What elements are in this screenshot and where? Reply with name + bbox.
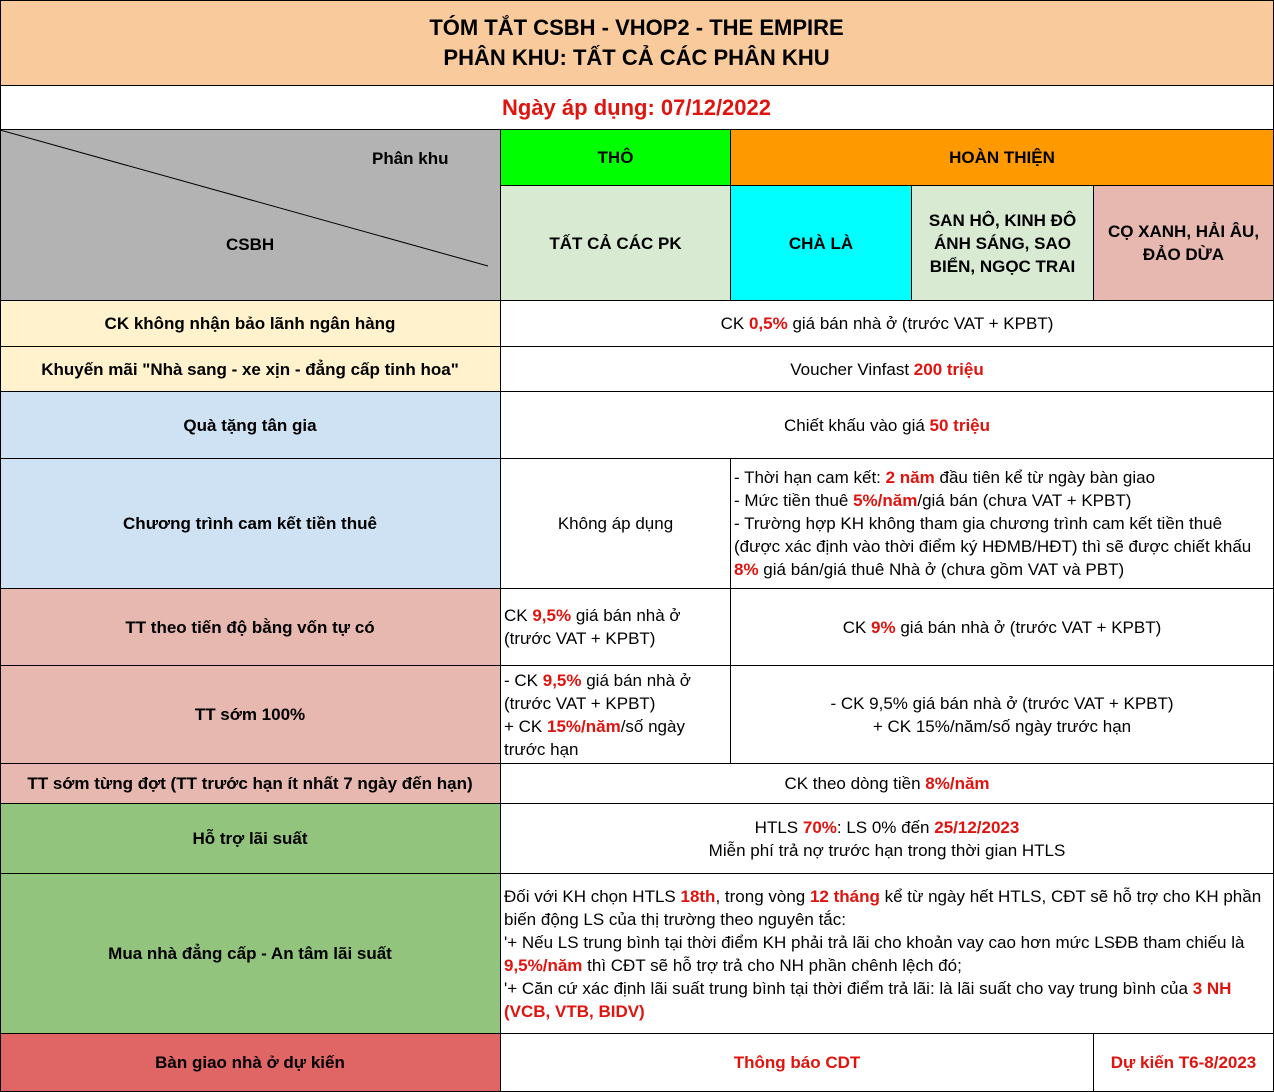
- text-segment: , trong vòng: [715, 886, 810, 906]
- text-segment: kể từ ngày hết HTLS, CĐT sẽ hỗ trợ cho KH phần biến động LS của thị trường theo nguyên tắc:: [504, 886, 1262, 929]
- text-line: [504, 931, 1269, 977]
- date-row: [0, 86, 1274, 130]
- text-segment: - Mức tiền thuê: [734, 491, 854, 510]
- text-segment: CK: [504, 606, 533, 625]
- text-segment: Đối với KH chọn HTLS: [504, 886, 681, 906]
- effective-date: Ngày áp dụng: 07/12/2022: [502, 95, 771, 120]
- row-value-text: [784, 414, 990, 437]
- highlight-value: 50 triệu: [929, 415, 991, 435]
- header-hoan-thien: [731, 130, 1274, 186]
- row-value-rental-tho: [501, 459, 731, 589]
- text-line: [504, 885, 1269, 931]
- row-value-text: [784, 772, 989, 795]
- text-segment: Chiết khấu vào giá: [783, 415, 930, 435]
- row-value-text: [504, 604, 724, 650]
- header-tho: [501, 130, 731, 186]
- highlight-value: 18th: [680, 886, 716, 906]
- title-block: [0, 0, 1274, 86]
- header-tho-label: THÔ: [597, 148, 634, 167]
- text-segment: : LS 0% đến: [836, 817, 935, 837]
- row-value-text: [709, 816, 1066, 862]
- header-hoan-thien-label: HOÀN THIỆN: [949, 148, 1055, 167]
- text-segment: /giá bán (chưa VAT + KPBT): [917, 491, 1132, 510]
- row-label-text: CK không nhận bảo lãnh ngân hàng: [104, 314, 396, 333]
- row-value-text: [504, 885, 1269, 1023]
- corner-cell: [0, 130, 501, 301]
- row-label-interest-support: [0, 804, 501, 874]
- text-segment: Miễn phí trả nợ trước hạn trong thời gian HTLS: [708, 840, 1066, 860]
- row-value-text: [504, 669, 724, 761]
- row-label-handover: [0, 1034, 501, 1092]
- text-segment: /số ngày trước hạn: [504, 716, 685, 759]
- row-value-interest-assurance: [501, 874, 1274, 1034]
- row-value-progress-tho: [501, 589, 731, 666]
- text-segment: đầu tiên kể từ ngày bàn giao: [934, 468, 1156, 487]
- row-value-text: [558, 512, 673, 535]
- highlight-value: 5%/năm: [853, 491, 918, 510]
- text-segment: HTLS: [754, 817, 803, 837]
- row-value-early-installment: [501, 764, 1274, 804]
- text-segment: '+ Nếu LS trung bình tại thời điểm KH phải trả lãi cho khoản vay cao hơn mức LSĐB tham chiếu là: [504, 932, 1245, 952]
- highlight-value: 8%/năm: [925, 774, 990, 793]
- text-segment: giá bán nhà ở (trước VAT + KPBT): [787, 314, 1054, 333]
- text-segment: Không áp dụng: [557, 514, 674, 533]
- row-label-text: Khuyến mãi "Nhà sang - xe xịn - đẳng cấp tinh hoa": [41, 359, 459, 379]
- row-label-rental: [0, 459, 501, 589]
- text-segment: thì CĐT sẽ hỗ trợ trả cho NH phần chênh lệch đó;: [582, 955, 962, 975]
- header-co-xanh-label: CỌ XANH, HẢI ÂU, ĐẢO DỪA: [1107, 222, 1260, 264]
- text-segment: - CK: [504, 670, 543, 690]
- text-line: [504, 715, 724, 761]
- highlight-value: 8%: [734, 560, 759, 579]
- text-segment: Voucher Vinfast: [790, 359, 914, 379]
- row-label-text: Chương trình cam kết tiền thuê: [123, 514, 377, 533]
- page-title: TÓM TẮT CSBH - VHOP2 - THE EMPIRE: [429, 14, 844, 40]
- header-all-pk-label: TẤT CẢ CÁC PK: [549, 233, 682, 253]
- text-segment: CK: [720, 314, 749, 333]
- row-label-early-installment: [0, 764, 501, 804]
- highlight-value: 0,5%: [748, 314, 788, 333]
- header-all-pk: [501, 186, 731, 301]
- text-segment: '+ Căn cứ xác định lãi suất trung bình tại thời điểm trả lãi: là lãi suất cho vay trung bình của: [504, 978, 1193, 998]
- corner-bottom-label: CSBH: [226, 235, 275, 254]
- highlight-value: 25/12/2023: [934, 817, 1020, 837]
- text-segment: giá bán nhà ở (trước VAT + KPBT): [895, 617, 1162, 637]
- text-segment: giá bán nhà ở (trước VAT + KPBT): [504, 606, 681, 648]
- row-value-handover-right: [1094, 1034, 1274, 1092]
- text-line: [504, 669, 724, 715]
- header-san-ho: [912, 186, 1094, 301]
- row-label-text: Quà tặng tân gia: [183, 415, 317, 435]
- row-label-text: Mua nhà đẳng cấp - An tâm lãi suất: [108, 944, 392, 963]
- row-value-text: [843, 616, 1162, 639]
- row-value-promotion: [501, 347, 1274, 392]
- highlight-value: 9%: [871, 617, 896, 637]
- text-line: [504, 977, 1269, 1023]
- row-value-early-full-tho: [501, 666, 731, 764]
- row-value-handover-main: [501, 1034, 1094, 1092]
- row-value-gift: [501, 392, 1274, 459]
- text-segment: giá bán nhà ở (trước VAT + KPBT): [504, 670, 691, 713]
- row-label-bank-guarantee: [0, 301, 501, 347]
- header-co-xanh: [1094, 186, 1274, 301]
- text-line: [734, 466, 1267, 489]
- row-value-early-full-hoan-thien: [731, 666, 1274, 764]
- row-label-progress-payment: [0, 589, 501, 666]
- row-label-text: TT sớm 100%: [194, 705, 306, 724]
- text-line: [709, 816, 1066, 839]
- text-segment: CK: [842, 617, 872, 637]
- row-value-text: [721, 312, 1054, 335]
- handover-expected: Dự kiến T6-8/2023: [1110, 1053, 1257, 1072]
- text-segment: giá bán/giá thuê Nhà ở (chưa gồm VAT và PBT): [758, 560, 1125, 579]
- row-value-progress-hoan-thien: [731, 589, 1274, 666]
- header-san-ho-label: SAN HÔ, KINH ĐÔ ÁNH SÁNG, SAO BIỂN, NGỌC TRAI: [928, 210, 1077, 276]
- highlight-value: 9,5%/năm: [504, 955, 583, 975]
- text-segment: - Thời hạn cam kết:: [734, 468, 886, 487]
- row-label-text: TT theo tiến độ bằng vốn tự có: [125, 617, 375, 637]
- highlight-value: 15%/năm: [547, 716, 621, 736]
- highlight-value: 9,5%: [542, 670, 582, 690]
- highlight-value: 3 NH (VCB, VTB, BIDV): [504, 978, 1232, 1021]
- row-label-text: Hỗ trợ lãi suất: [192, 829, 308, 848]
- row-value-bank-guarantee: [501, 301, 1274, 347]
- text-segment: + CK: [504, 716, 547, 736]
- row-value-text: [830, 692, 1173, 738]
- text-line: [734, 489, 1267, 512]
- row-label-text: Bàn giao nhà ở dự kiến: [155, 1053, 345, 1072]
- row-label-interest-assurance: [0, 874, 501, 1034]
- highlight-value: 70%: [802, 817, 837, 837]
- text-segment: - CK 9,5% giá bán nhà ở (trước VAT + KPBT): [830, 693, 1174, 713]
- text-segment: - Trường hợp KH không tham gia chương trình cam kết tiền thuê (được xác định vào thời điểm ký HĐMB/HĐT) thì sẽ được chiết khấu: [734, 514, 1252, 556]
- handover-notice: Thông báo CDT: [733, 1053, 861, 1072]
- row-label-text: TT sớm từng đợt (TT trước hạn ít nhất 7 ngày đến hạn): [27, 774, 473, 793]
- text-line: [830, 692, 1173, 715]
- header-cha-la-label: CHÀ LÀ: [788, 233, 854, 253]
- text-segment: + CK 15%/năm/số ngày trước hạn: [872, 716, 1132, 736]
- highlight-value: 9,5%: [532, 606, 572, 625]
- text-line: [734, 512, 1267, 581]
- text-segment: CK theo dòng tiền: [784, 774, 926, 793]
- row-label-early-full: [0, 666, 501, 764]
- row-value-interest-support: [501, 804, 1274, 874]
- text-line: [709, 839, 1066, 862]
- corner-top-label: Phân khu: [372, 149, 449, 168]
- row-value-rental-hoan-thien: [731, 459, 1274, 589]
- highlight-value: 12 tháng: [809, 886, 880, 906]
- row-value-text: [790, 358, 983, 381]
- row-label-gift: [0, 392, 501, 459]
- highlight-value: 2 năm: [885, 468, 935, 487]
- header-cha-la: [731, 186, 912, 301]
- row-value-text: [734, 466, 1267, 581]
- highlight-value: 200 triệu: [913, 359, 984, 379]
- page-subtitle: PHÂN KHU: TẤT CẢ CÁC PHÂN KHU: [443, 44, 830, 70]
- row-label-promotion: [0, 347, 501, 392]
- text-line: [830, 715, 1173, 738]
